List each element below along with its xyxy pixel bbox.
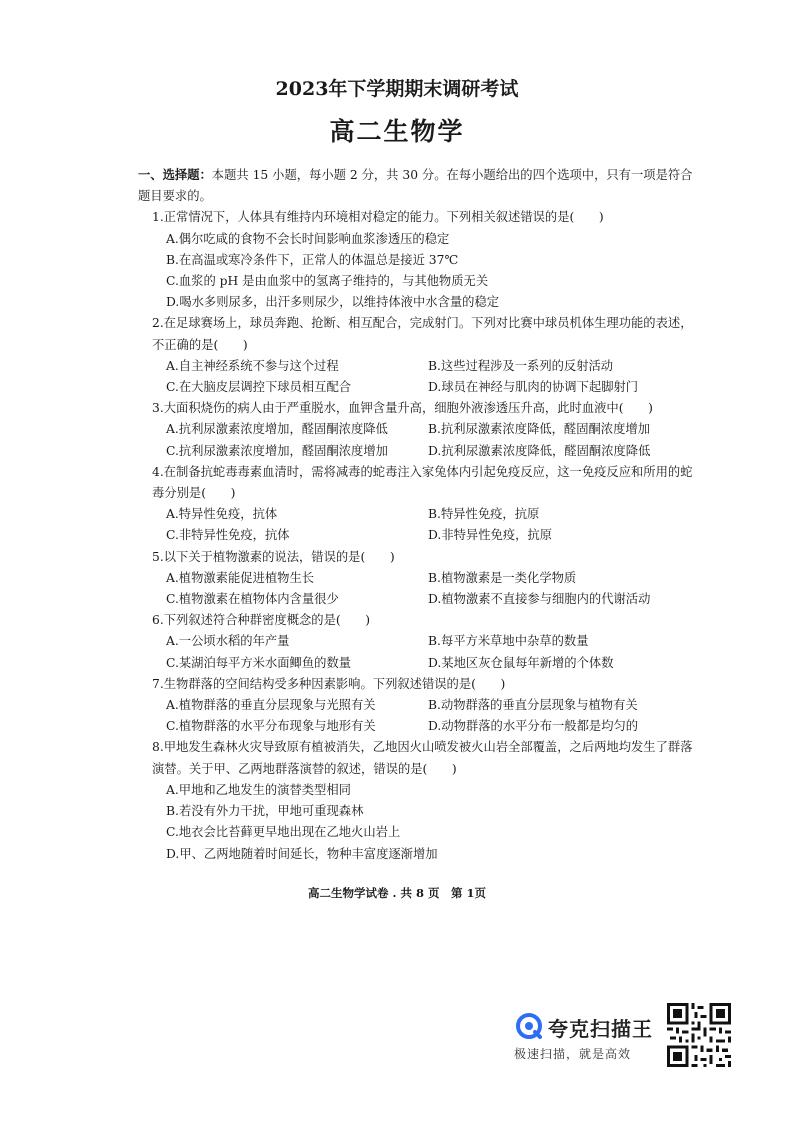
question-stem: 3.大面积烧伤的病人由于严重脱水，血钾含量升高，细胞外液渗透压升高，此时血液中( ): [152, 401, 653, 416]
option-A: A.植物激素能促进植物生长: [166, 570, 315, 585]
quark-logo-icon: [516, 1013, 542, 1039]
option-A: A.抗利尿激素浓度增加，醛固酮浓度降低: [166, 422, 388, 437]
option-A: A.一公顷水稻的年产量: [166, 634, 290, 649]
question-stem: 6.下列叙述符合种群密度概念的是( ): [152, 613, 371, 628]
option-list: [138, 695, 698, 737]
section-heading: 一、选择题：: [138, 167, 212, 182]
option-C: C.在大脑皮层调控下球员相互配合: [166, 380, 352, 395]
option-D: D.喝水多则尿多，出汗多则尿少，以维持体液中水含量的稳定: [166, 295, 500, 310]
option-B: B.若没有外力干扰，甲地可重现森林: [166, 804, 364, 819]
option-list: [138, 568, 698, 610]
question-list: [138, 207, 698, 864]
question-stem: 5.以下关于植物激素的说法，错误的是( ): [152, 549, 395, 564]
qr-code-icon: [667, 1003, 731, 1067]
option-row: [166, 695, 698, 716]
option-list: [138, 419, 698, 461]
option-C: C.抗利尿激素浓度增加，醛固酮浓度增加: [166, 443, 388, 458]
question-4: [138, 462, 698, 547]
option-D: D.甲、乙两地随着时间延长，物种丰富度逐渐增加: [166, 846, 438, 861]
question-8: [138, 737, 698, 864]
option-list: [138, 229, 698, 314]
question-6: [138, 610, 698, 674]
option-B: B.特异性免疫，抗原: [428, 507, 540, 522]
question-5: [138, 547, 698, 611]
watermark-slogan: 极速扫描，就是高效: [514, 1047, 632, 1061]
watermark-title: 夸克扫描王: [548, 1017, 653, 1041]
option-B: B.抗利尿激素浓度降低，醛固酮浓度增加: [428, 422, 650, 437]
question-2: [138, 313, 698, 398]
option-row: [166, 589, 698, 610]
option-A: A.特异性免疫，抗体: [166, 507, 278, 522]
option-B: B.这些过程涉及一系列的反射活动: [428, 358, 614, 373]
option-C: C.植物激素在植物体内含量很少: [166, 592, 339, 607]
question-stem: 7.生物群落的空间结构受多种因素影响。下列叙述错误的是( ): [152, 676, 506, 691]
option-C: C.地衣会比苔藓更早地出现在乙地火山岩上: [166, 825, 401, 840]
option-D: D.球员在神经与肌肉的协调下起脚射门: [428, 380, 639, 395]
option-C: C.血浆的 pH 是由血浆中的氢离子维持的，与其他物质无关: [166, 274, 489, 289]
option-C: C.某湖泊每平方米水面鲫鱼的数量: [166, 655, 352, 670]
option-list: [138, 631, 698, 673]
option-list: [138, 356, 698, 398]
section-intro: [138, 164, 698, 207]
question-stem: 4.在制备抗蛇毒毒素血清时，需将减毒的蛇毒注入家兔体内引起免疫反应，这一免疫反应和所用的蛇毒分别是( ): [152, 464, 693, 501]
option-B: B.每平方米草地中杂草的数量: [428, 634, 589, 649]
option-row: [166, 419, 698, 440]
option-A: A.植物群落的垂直分层现象与光照有关: [166, 698, 376, 713]
option-D: D.抗利尿激素浓度降低，醛固酮浓度降低: [428, 443, 651, 458]
page-footer: 高二生物学试卷 . 共 8 页 第 1页: [307, 886, 487, 900]
option-row: [166, 377, 698, 398]
option-row: [166, 631, 698, 652]
option-row: [166, 441, 698, 462]
option-row: [166, 716, 698, 737]
option-B: B.植物激素是一类化学物质: [428, 570, 577, 585]
option-list: [138, 504, 698, 546]
option-C: C.植物群落的水平分布现象与地形有关: [166, 719, 376, 734]
question-stem: 2.在足球赛场上，球员奔跑、抢断、相互配合，完成射门。下列对比赛中球员机体生理功能的表述，不正确的是( ): [152, 316, 693, 352]
option-A: A.偶尔吃咸的食物不会长时间影响血浆渗透压的稳定: [166, 231, 450, 246]
option-B: B.动物群落的垂直分层现象与植物有关: [428, 698, 638, 713]
subject-title: 高二生物学: [329, 117, 465, 146]
option-list: [138, 780, 698, 865]
option-row: [166, 504, 698, 525]
option-D: D.植物激素不直接参与细胞内的代谢活动: [428, 592, 651, 607]
option-row: [166, 568, 698, 589]
question-7: [138, 674, 698, 738]
question-section: [138, 164, 698, 865]
option-C: C.非特异性免疫，抗体: [166, 528, 290, 543]
exam-title: 2023年下学期期末调研考试: [275, 78, 519, 100]
option-B: B.在高温或寒冷条件下，正常人的体温总是接近 37℃: [166, 252, 459, 267]
option-D: D.某地区灰仓鼠每年新增的个体数: [428, 655, 614, 670]
question-stem: 1.正常情况下，人体具有维持内环境相对稳定的能力。下列相关叙述错误的是( ): [152, 210, 604, 225]
option-A: A.自主神经系统不参与这个过程: [166, 358, 339, 373]
question-1: [138, 207, 698, 313]
option-D: D.动物群落的水平分布一般都是均匀的: [428, 719, 639, 734]
question-stem: 8.甲地发生森林火灾导致原有植被消失，乙地因火山喷发被火山岩全部覆盖，之后两地均发生了群落演替。关于甲、乙两地群落演替的叙述，错误的是( ): [152, 740, 693, 776]
option-row: [166, 356, 698, 377]
option-row: [166, 525, 698, 546]
option-A: A.甲地和乙地发生的演替类型相同: [166, 782, 351, 797]
question-3: [138, 398, 698, 462]
section-instruction: 本题共 15 小题，每小题 2 分，共 30 分。在每小题给出的四个选项中，只有一项是符合题目要求的。: [138, 168, 693, 204]
option-row: [166, 653, 698, 674]
option-D: D.非特异性免疫，抗原: [428, 528, 553, 543]
